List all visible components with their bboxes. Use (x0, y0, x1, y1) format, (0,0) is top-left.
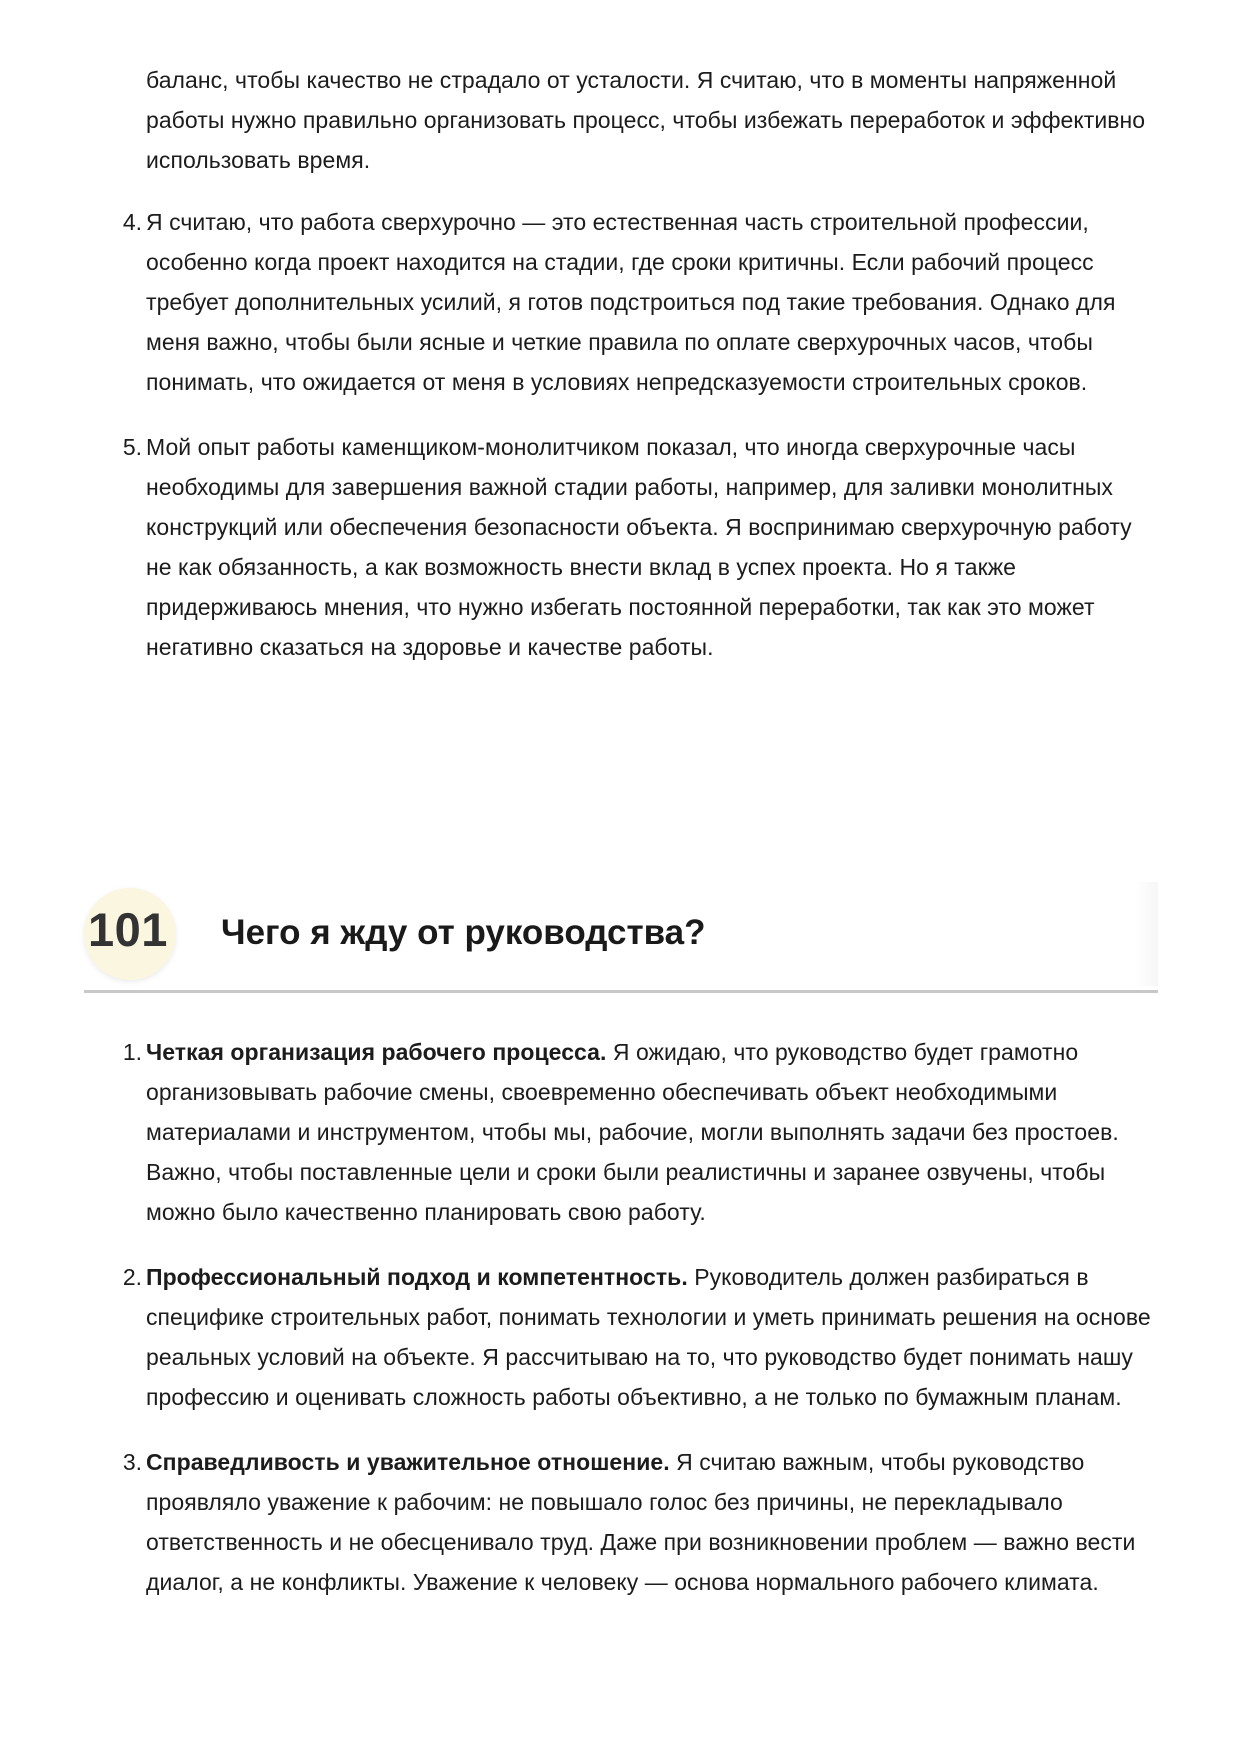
expectations-list (122, 1032, 1156, 1627)
list-item-lead: Профессиональный подход и компетентность. (146, 1264, 688, 1290)
list-item-number: 4. (122, 209, 142, 235)
list-item-text: Я считаю, что работа сверхурочно — это естественная часть строительной профессии, особенно когда проект находится на стадии, где сроки критичны. Если рабочий процесс требует дополнительных усилий, я готов подстроиться под такие требования. Однако для меня важно, чтобы были ясные и четкие правила по оплате сверхурочных часов, чтобы понимать, что ожидается от меня в условиях непредсказуемости строительных сроков. (146, 209, 1116, 395)
section-title: Чего я жду от руководства? (221, 913, 706, 952)
list-item-lead: Четкая организация рабочего процесса. (146, 1039, 607, 1065)
list-item-text (146, 1257, 1156, 1417)
list-item-body: Я считаю важным, чтобы руководство проявляло уважение к рабочим: не повышало голос без причины, не перекладывало ответственность и не обесценивало труд. Даже при возникновении проблем — важно вести диалог, а не конфликты. Уважение к человеку — основа нормального рабочего климата. (146, 1449, 1136, 1595)
list-item-text (146, 1442, 1156, 1602)
list-item-text (146, 1032, 1156, 1232)
heading-shade (1136, 882, 1158, 986)
intro-paragraph: баланс, чтобы качество не страдало от усталости. Я считаю, что в моменты напряженной работы нужно правильно организовать процесс, чтобы избежать переработок и эффективно использовать время. (146, 67, 1146, 173)
list-item (122, 1442, 1156, 1602)
section-heading (84, 880, 1158, 993)
overtime-list (122, 202, 1156, 692)
list-item-lead: Справедливость и уважительное отношение. (146, 1449, 670, 1475)
list-item (122, 1257, 1156, 1417)
list-item-text: Мой опыт работы каменщиком-монолитчиком показал, что иногда сверхурочные часы необходимы для завершения важной стадии работы, например, для заливки монолитных конструкций или обеспечения безопасности объекта. Я воспринимаю сверхурочную работу не как обязанность, а как возможность внести вклад в успех проекта. Но я также придерживаюсь мнения, что нужно избегать постоянной переработки, так как это может негативно сказаться на здоровье и качестве работы. (146, 434, 1132, 660)
list-item-number: 1. (122, 1039, 142, 1065)
list-item-body: Руководитель должен разбираться в специфике строительных работ, понимать технологии и уметь принимать решения на основе реальных условий на объекте. Я рассчитываю на то, что руководство будет понимать нашу профессию и оценивать сложность работы объективно, а не только по бумажным планам. (146, 1264, 1151, 1410)
list-item (122, 1032, 1156, 1232)
list-item-number: 3. (122, 1449, 142, 1475)
section-number: 101 (88, 903, 168, 956)
list-item-number: 2. (122, 1264, 142, 1290)
list-item-number: 5. (122, 434, 142, 460)
list-item (122, 427, 1156, 667)
list-item (122, 202, 1156, 402)
list-item-body: Я ожидаю, что руководство будет грамотно организовывать рабочие смены, своевременно обеспечивать объект необходимыми материалами и инструментом, чтобы мы, рабочие, могли выполнять задачи без простоев. Важно, чтобы поставленные цели и сроки были реалистичны и заранее озвучены, чтобы можно было качественно планировать свою работу. (146, 1039, 1119, 1225)
